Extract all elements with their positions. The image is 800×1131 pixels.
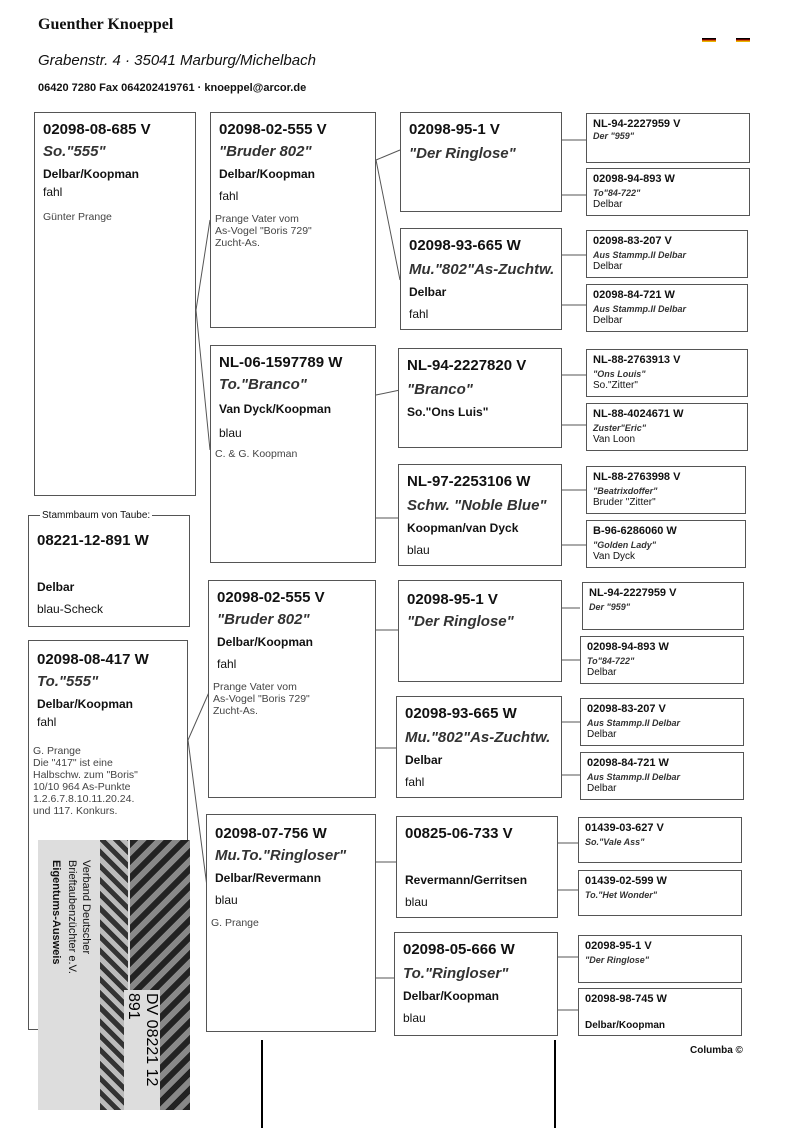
color: blau	[405, 895, 428, 909]
breeder: Van Dyck	[593, 551, 636, 562]
pigeon-name: So."555"	[43, 143, 106, 160]
breeder: Delbar	[37, 580, 75, 594]
ring-number: 02098-94-893 W	[587, 641, 669, 653]
grandparent-card[interactable]	[208, 580, 376, 798]
certificate-line: Brieftaubenzüchter e.V.	[66, 860, 78, 974]
pigeon-name: "Der Ringlose"	[409, 145, 516, 162]
color: fahl	[219, 189, 239, 203]
ring-number: 02098-08-417 W	[37, 651, 149, 668]
color: fahl	[217, 657, 237, 671]
owner-contact: 06420 7280 Fax 064202419761 · knoeppel@arcor.de	[38, 82, 307, 94]
pigeon-name: Aus Stammp.II Delbar	[587, 718, 681, 728]
breeder: Delbar	[593, 199, 623, 210]
pigeon-name: Mu."802"As-Zuchtw.	[405, 729, 551, 746]
great-grandparent-card[interactable]	[400, 228, 562, 330]
ring-number: 02098-95-1 V	[585, 940, 652, 952]
note: G. Prange	[211, 917, 259, 929]
pigeon-name: "Branco"	[407, 381, 473, 398]
grandparent-card[interactable]	[210, 345, 376, 563]
color: fahl	[405, 775, 425, 789]
pigeon-name: Der "959"	[593, 131, 635, 141]
ring-number: 02098-83-207 V	[587, 703, 666, 715]
pigeon-name: To."Branco"	[219, 376, 307, 393]
ring-number: 02098-93-665 W	[409, 237, 521, 254]
breeder: Delbar	[405, 753, 443, 767]
pigeon-name: Aus Stammp.II Delbar	[593, 304, 687, 314]
pigeon-name: Zuster"Eric"	[593, 423, 647, 433]
ancestor-card[interactable]	[586, 230, 748, 278]
great-grandparent-card[interactable]	[396, 696, 562, 798]
breeder: Delbar	[409, 285, 447, 299]
footer-credit: Columba ©	[690, 1045, 743, 1056]
ring-number: 02098-95-1 V	[409, 121, 500, 138]
ancestor-card[interactable]	[586, 466, 746, 514]
ring-number: 02098-94-893 W	[593, 173, 675, 185]
breeder: Delbar/Koopman	[403, 989, 500, 1003]
ring-number: 02098-83-207 V	[593, 235, 672, 247]
breeder: Delbar/Koopman	[217, 635, 314, 649]
grandparent-card[interactable]	[210, 112, 376, 328]
pigeon-name: To."Ringloser"	[403, 965, 509, 982]
color: blau-Scheck	[37, 602, 104, 616]
certificate-title: Eigentums-Ausweis	[50, 860, 62, 965]
pigeon-name: Mu.To."Ringloser"	[215, 847, 347, 864]
ring-number: B-96-6286060 W	[593, 525, 677, 537]
great-grandparent-card[interactable]	[394, 932, 558, 1036]
ring-number: 02098-95-1 V	[407, 591, 498, 608]
ancestor-card[interactable]	[582, 582, 744, 630]
pigeon-name: So."Vale Ass"	[585, 837, 645, 847]
ring-number: NL-94-2227959 V	[593, 118, 681, 130]
pigeon-name: "Bruder 802"	[217, 611, 310, 628]
breeder: Delbar/Koopman	[585, 1020, 666, 1031]
note: Prange Vater vom As-Vogel "Boris 729" Zucht-As.	[215, 213, 312, 249]
ancestor-card[interactable]	[586, 520, 746, 568]
ring-number: 02098-84-721 W	[593, 289, 675, 301]
ring-number: NL-06-1597789 W	[219, 354, 343, 371]
father-card[interactable]	[34, 112, 196, 496]
great-grandparent-card[interactable]	[400, 112, 562, 212]
breeder: So."Zitter"	[593, 380, 638, 391]
pigeon-name: To."555"	[37, 673, 99, 690]
ring-number: NL-97-2253106 W	[407, 473, 531, 490]
color: blau	[403, 1011, 426, 1025]
breeder: Delbar	[587, 783, 617, 794]
ownership-certificate	[38, 840, 190, 1110]
ring-number: 02098-08-685 V	[43, 121, 151, 138]
pigeon-name: "Beatrixdoffer"	[593, 486, 658, 496]
breeder: Bruder "Zitter"	[593, 497, 656, 508]
pigeon-name: Aus Stammp.II Delbar	[587, 772, 681, 782]
owner-name: Guenther Knoeppel	[38, 16, 174, 33]
ring-number: 01439-02-599 W	[585, 875, 667, 887]
breeder: Delbar	[593, 315, 623, 326]
pigeon-name: "Golden Lady"	[593, 540, 657, 550]
breeder: Delbar/Revermann	[215, 871, 322, 885]
ancestor-card[interactable]	[578, 870, 742, 916]
ring-number: 02098-93-665 W	[405, 705, 517, 722]
breeder: Delbar/Koopman	[37, 697, 134, 711]
color: blau	[219, 426, 242, 440]
color: blau	[407, 543, 430, 557]
note: C. & G. Koopman	[215, 448, 298, 460]
ring-number: 02098-02-555 V	[217, 589, 325, 606]
pigeon-name: To."Het Wonder"	[585, 890, 658, 900]
ring-number: NL-94-2227820 V	[407, 357, 527, 374]
ring-number: NL-94-2227959 V	[589, 587, 677, 599]
ancestor-card[interactable]	[586, 168, 750, 216]
ring-number: 02098-07-756 W	[215, 825, 327, 842]
ancestor-card[interactable]	[586, 403, 748, 451]
note: Günter Prange	[43, 211, 112, 223]
pigeon-name: To"84-722"	[593, 188, 641, 198]
pigeon-name: "Bruder 802"	[219, 143, 312, 160]
ring-number: NL-88-2763913 V	[593, 354, 681, 366]
breeder: Van Dyck/Koopman	[219, 402, 332, 416]
note: G. Prange Die "417" ist eine Halbschw. zum "Boris" 10/10 964 As-Punkte 1.2.6.7.8.10.11.20.24. und 117. Konkurs.	[33, 745, 138, 817]
color: fahl	[409, 307, 429, 321]
great-grandparent-card[interactable]	[396, 816, 558, 918]
certificate-line: Verband Deutscher	[80, 860, 92, 955]
grandparent-card[interactable]	[206, 814, 376, 1032]
breeder: Delbar	[593, 261, 623, 272]
color: fahl	[43, 185, 63, 199]
breeder: Delbar/Koopman	[219, 167, 316, 181]
great-grandparent-card[interactable]	[398, 464, 562, 566]
ancestor-card[interactable]	[578, 935, 742, 983]
ring-number: 02098-02-555 V	[219, 121, 327, 138]
breeder: Delbar	[587, 667, 617, 678]
color: blau	[215, 893, 238, 907]
note: Prange Vater vom As-Vogel "Boris 729" Zucht-As.	[213, 681, 310, 717]
owner-address: Grabenstr. 4 · 35041 Marburg/Michelbach	[38, 52, 316, 69]
breeder: Koopman/van Dyck	[407, 521, 519, 535]
pigeon-name: Schw. "Noble Blue"	[407, 497, 547, 514]
great-grandparent-card[interactable]	[398, 348, 562, 448]
pigeon-name: Der "959"	[589, 602, 631, 612]
breeder: Delbar/Koopman	[43, 167, 140, 181]
ring-number: 08221-12-891 W	[37, 532, 149, 549]
ancestor-card[interactable]	[580, 636, 744, 684]
ancestor-card[interactable]	[578, 817, 742, 863]
ring-number: NL-88-2763998 V	[593, 471, 681, 483]
ancestor-card[interactable]	[580, 752, 744, 800]
ring-number: 02098-05-666 W	[403, 941, 515, 958]
color: fahl	[37, 715, 57, 729]
breeder: Delbar	[587, 729, 617, 740]
ancestor-card[interactable]	[578, 988, 742, 1036]
ring-number: 02098-98-745 W	[585, 993, 667, 1005]
ancestor-card[interactable]	[580, 698, 744, 746]
pigeon-name: "Der Ringlose"	[407, 613, 514, 630]
subject-card[interactable]	[28, 515, 190, 627]
pigeon-name: "Der Ringlose"	[585, 955, 650, 965]
ring-number: 01439-03-627 V	[585, 822, 664, 834]
pigeon-name: To"84-722"	[587, 656, 635, 666]
breeder: Van Loon	[593, 434, 636, 445]
ancestor-card[interactable]	[586, 284, 748, 332]
ring-number: NL-88-4024671 W	[593, 408, 684, 420]
great-grandparent-card[interactable]	[398, 580, 562, 682]
ring-number: 02098-84-721 W	[587, 757, 669, 769]
certificate-number: DV 08221 12 891	[124, 990, 160, 1110]
pedigree-label: Stammbaum von Taube:	[42, 510, 151, 521]
pigeon-name: "Ons Louis"	[593, 369, 646, 379]
pigeon-name: Aus Stammp.II Delbar	[593, 250, 687, 260]
ancestor-card[interactable]	[586, 113, 750, 163]
ancestor-card[interactable]	[586, 349, 748, 397]
pigeon-name: Mu."802"As-Zuchtw.	[409, 261, 555, 278]
ring-number: 00825-06-733 V	[405, 825, 513, 842]
breeder: So."Ons Luis"	[407, 405, 489, 419]
breeder: Revermann/Gerritsen	[405, 873, 528, 887]
